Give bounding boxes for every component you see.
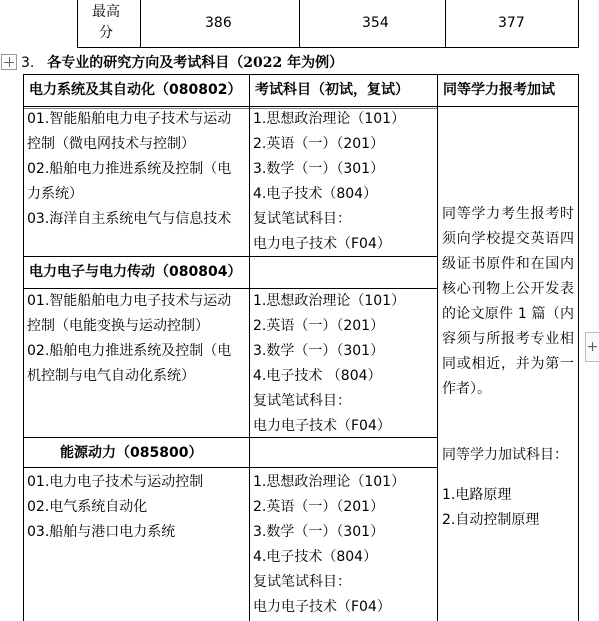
direction-item: 01.电力电子技术与运动控制 — [27, 474, 204, 490]
exam-item: 复试笔试科目： — [253, 393, 351, 409]
exam-item: 1.思想政治理论（101） — [253, 111, 406, 127]
exam-item: 复试笔试科目： — [253, 211, 351, 227]
max-score-label: 最高分 — [92, 4, 120, 41]
group3-exams — [253, 470, 435, 620]
exam-item: 电力电子技术（F04） — [253, 599, 391, 615]
max-score-value: 386 — [205, 15, 232, 31]
exam-item: 电力电子技术（F04） — [253, 236, 391, 252]
exam-item: 1.思想政治理论（101） — [253, 293, 406, 309]
exam-item: 复试笔试科目： — [253, 574, 351, 590]
direction-item: 01.智能船舶电力电子技术与运动控制（微电网技术与控制） — [27, 111, 232, 152]
header-exam-subjects: 考试科目（初试，复试） — [255, 82, 409, 98]
direction-item: 01.智能船舶电力电子技术与运动控制（电能变换与运动控制） — [27, 293, 232, 334]
exam-item: 电力电子技术（F04） — [253, 418, 391, 434]
direction-item: 02.船舶电力推进系统及控制（电力系统） — [27, 161, 232, 202]
exam-item: 1.思想政治理论（101） — [253, 474, 406, 490]
exam-item: 3.数学（一）（301） — [253, 524, 385, 540]
direction-item: 03.船舶与港口电力系统 — [27, 524, 176, 540]
move-handle-icon[interactable] — [1, 54, 17, 70]
exam-item: 2.英语（一）（201） — [253, 136, 385, 152]
add-column-icon[interactable]: + — [585, 332, 599, 362]
section-number: 3. — [21, 55, 35, 71]
section-heading — [21, 52, 343, 72]
group3-name: 能源动力（085800） — [60, 445, 203, 461]
equal-qualification-extra-heading: 同等学力加试科目： — [442, 447, 568, 463]
section-title: 各专业的研究方向及考试科目（2022 年为例） — [47, 55, 344, 71]
group1-directions — [27, 107, 244, 232]
group2-name: 电力电子与电力传动（080804） — [29, 264, 242, 280]
exam-item: 4.电子技术（804） — [253, 549, 378, 565]
direction-item: 03.海洋自主系统电气与信息技术 — [27, 211, 232, 227]
direction-item: 02.电气系统自动化 — [27, 499, 148, 515]
exam-item: 4.电子技术 （804） — [253, 368, 382, 384]
direction-item: 02.船舶电力推进系统及控制（电机控制与电气自动化系统） — [27, 343, 232, 384]
exam-item: 3.数学（一）（301） — [253, 161, 385, 177]
group1-exams — [253, 107, 435, 257]
header-program-name: 电力系统及其自动化（080802） — [29, 82, 242, 98]
exam-item: 4.电子技术（804） — [253, 186, 378, 202]
max-score-value: 354 — [362, 15, 389, 31]
max-score-value: 377 — [498, 15, 525, 31]
exam-item: 3.数学（一）（301） — [253, 343, 385, 359]
extra-subject-item: 1.电路原理 — [442, 487, 512, 503]
header-equal-qualification: 同等学力报考加试 — [443, 82, 555, 98]
group2-exams — [253, 289, 435, 439]
extra-subject-item: 2.自动控制原理 — [442, 512, 540, 528]
equal-qualification-note: 同等学力考生报考时须向学校提交英语四级证书原件和在国内核心刊物上公开发表的论文原件 1 篇（内容须与所报考专业相同或相近，并为第一作者）。 — [442, 206, 574, 397]
exam-item: 2.英语（一）（201） — [253, 318, 385, 334]
group2-directions — [27, 289, 244, 389]
exam-item: 2.英语（一）（201） — [253, 499, 385, 515]
group3-directions — [27, 470, 244, 545]
equal-qualification-extra-subjects — [442, 483, 574, 533]
